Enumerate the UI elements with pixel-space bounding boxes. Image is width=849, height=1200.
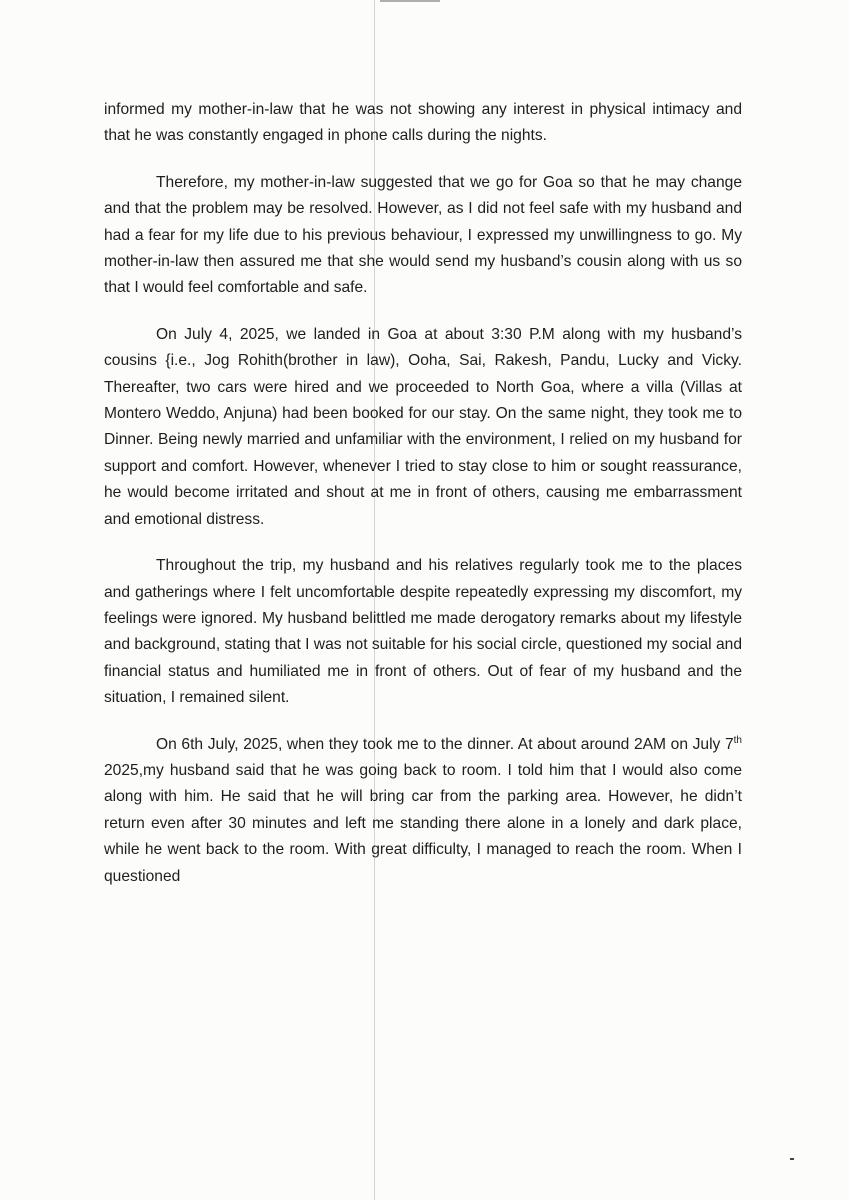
paragraph-2: Therefore, my mother-in-law suggested that we go for Goa so that he may change and that the problem may be resolved. However, as I did not feel safe with my husband and had a fear for my life due to his previous behaviour, I expressed my unwillingness to go. My mother-in-law then assured me that she would send my husband’s cousin along with us so that I would feel comfortable and safe. bbox=[104, 173, 742, 297]
paragraph-1: informed my mother-in-law that he was not showing any interest in physical intimacy and that he was constantly engaged in phone calls during the nights. bbox=[104, 101, 742, 145]
paragraph-5-start: On 6th July, 2025, when they took me to the dinner. At about around 2AM on July 7 bbox=[156, 735, 734, 753]
scan-speck bbox=[790, 1158, 794, 1160]
paragraph-5 bbox=[104, 732, 742, 890]
document-body bbox=[104, 97, 742, 910]
ordinal-superscript: th bbox=[733, 734, 742, 746]
paragraph-5-end: 2025,my husband said that he was going back to room. I told him that I would also come along with him. He said that he will bring car from the parking area. However, he didn’t return even after 30 minutes and left me standing there alone in a lonely and dark place, while he went back to the room. With great difficulty, I managed to reach the room. When I questioned bbox=[104, 761, 742, 885]
paragraph-3: On July 4, 2025, we landed in Goa at about 3:30 P.M along with my husband’s cousins {i.e., Jog Rohith(brother in law), Ooha, Sai, Rakesh, Pandu, Lucky and Vicky. Thereafter, two cars were hired and we proceeded to North Goa, where a villa (Villas at Montero Weddo, Anjuna) had been booked for our stay. On the same night, they took me to Dinner. Being newly married and unfamiliar with the environment, I relied on my husband for support and comfort. However, whenever I tried to stay close to him or sought reassurance, he would become irritated and shout at me in front of others, causing me embarrassment and emotional distress. bbox=[104, 325, 742, 528]
paragraph-4: Throughout the trip, my husband and his relatives regularly took me to the places and gatherings where I felt uncomfortable despite repeatedly expressing my discomfort, my feelings were ignored. My husband belittled me made derogatory remarks about my lifestyle and background, stating that I was not suitable for his social circle, questioned my social and financial status and humiliated me in front of others. Out of fear of my husband and the situation, I remained silent. bbox=[104, 557, 742, 707]
scan-mark bbox=[380, 0, 440, 2]
